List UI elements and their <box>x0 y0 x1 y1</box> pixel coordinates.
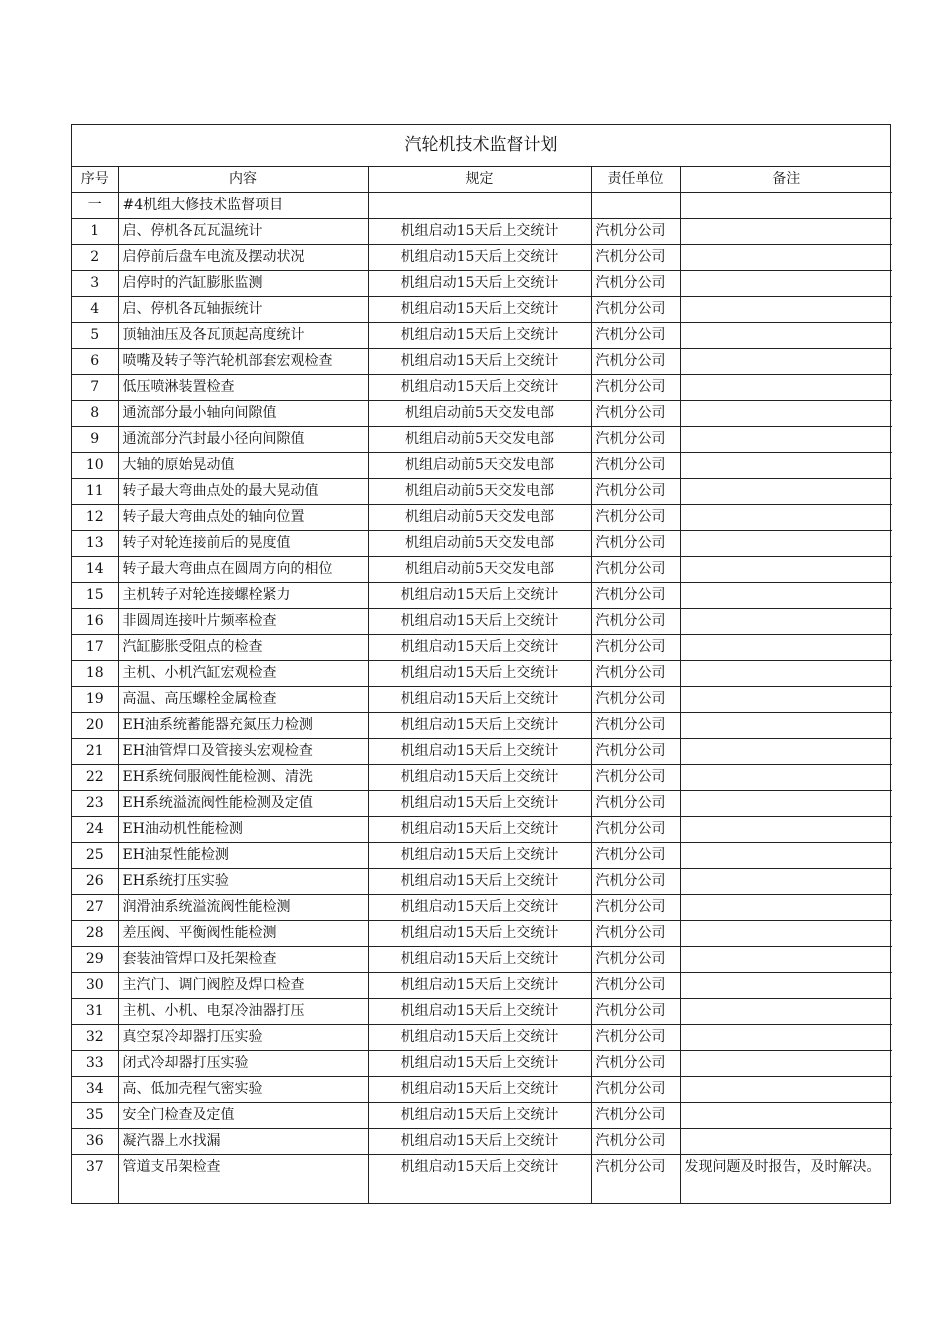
table-row <box>72 427 892 453</box>
cell-rule: 机组启动15天后上交统计 <box>368 999 591 1025</box>
cell-note <box>680 323 892 349</box>
cell-note <box>680 713 892 739</box>
cell-unit: 汽机分公司 <box>591 583 680 609</box>
cell-note <box>680 349 892 375</box>
table-row <box>72 609 892 635</box>
cell-content: 通流部分最小轴向间隙值 <box>118 401 368 427</box>
cell-rule: 机组启动15天后上交统计 <box>368 869 591 895</box>
table-row <box>72 739 892 765</box>
cell-content: 大轴的原始晃动值 <box>118 453 368 479</box>
table-row <box>72 479 892 505</box>
cell-unit: 汽机分公司 <box>591 505 680 531</box>
cell-content: 主汽门、调门阀腔及焊口检查 <box>118 973 368 999</box>
cell-content: 主机、小机汽缸宏观检查 <box>118 661 368 687</box>
cell-rule: 机组启动前5天交发电部 <box>368 401 591 427</box>
cell-note <box>680 843 892 869</box>
cell-content: 管道支吊架检查 <box>118 1155 368 1204</box>
header-note: 备注 <box>680 167 892 193</box>
table-row <box>72 1077 892 1103</box>
cell-note <box>680 1129 892 1155</box>
cell-no: 4 <box>72 297 118 323</box>
table-row <box>72 323 892 349</box>
cell-note <box>680 687 892 713</box>
cell-no: 21 <box>72 739 118 765</box>
cell-rule: 机组启动15天后上交统计 <box>368 219 591 245</box>
table-row <box>72 193 892 219</box>
cell-note <box>680 479 892 505</box>
cell-content: EH系统溢流阀性能检测及定值 <box>118 791 368 817</box>
cell-no: 7 <box>72 375 118 401</box>
cell-note <box>680 219 892 245</box>
cell-unit: 汽机分公司 <box>591 791 680 817</box>
cell-no: 3 <box>72 271 118 297</box>
table-row <box>72 765 892 791</box>
cell-no: 27 <box>72 895 118 921</box>
cell-unit: 汽机分公司 <box>591 1129 680 1155</box>
cell-content: EH油管焊口及管接头宏观检查 <box>118 739 368 765</box>
cell-no: 37 <box>72 1155 118 1204</box>
cell-content: 启停前后盘车电流及摆动状况 <box>118 245 368 271</box>
cell-unit: 汽机分公司 <box>591 245 680 271</box>
table-row <box>72 817 892 843</box>
cell-content: 通流部分汽封最小径向间隙值 <box>118 427 368 453</box>
cell-no: 1 <box>72 219 118 245</box>
cell-note <box>680 557 892 583</box>
cell-content: 低压喷淋装置检查 <box>118 375 368 401</box>
table-row <box>72 687 892 713</box>
table-row <box>72 297 892 323</box>
cell-rule: 机组启动15天后上交统计 <box>368 973 591 999</box>
cell-content: EH油系统蓄能器充氮压力检测 <box>118 713 368 739</box>
cell-unit: 汽机分公司 <box>591 271 680 297</box>
table-row <box>72 843 892 869</box>
cell-content: 非圆周连接叶片频率检查 <box>118 609 368 635</box>
table-row <box>72 453 892 479</box>
cell-unit: 汽机分公司 <box>591 479 680 505</box>
cell-content: 顶轴油压及各瓦顶起高度统计 <box>118 323 368 349</box>
cell-note <box>680 947 892 973</box>
cell-note <box>680 635 892 661</box>
cell-content: 主机转子对轮连接螺栓紧力 <box>118 583 368 609</box>
cell-rule: 机组启动前5天交发电部 <box>368 557 591 583</box>
cell-note <box>680 583 892 609</box>
cell-rule: 机组启动15天后上交统计 <box>368 765 591 791</box>
cell-rule: 机组启动15天后上交统计 <box>368 1129 591 1155</box>
cell-note <box>680 297 892 323</box>
cell-unit: 汽机分公司 <box>591 609 680 635</box>
cell-rule: 机组启动15天后上交统计 <box>368 297 591 323</box>
cell-no: 35 <box>72 1103 118 1129</box>
cell-no: 36 <box>72 1129 118 1155</box>
cell-unit: 汽机分公司 <box>591 349 680 375</box>
cell-unit: 汽机分公司 <box>591 635 680 661</box>
table-row <box>72 895 892 921</box>
cell-no: 10 <box>72 453 118 479</box>
cell-content: EH油泵性能检测 <box>118 843 368 869</box>
table-row <box>72 791 892 817</box>
table-row <box>72 271 892 297</box>
cell-rule: 机组启动前5天交发电部 <box>368 427 591 453</box>
table-row <box>72 245 892 271</box>
cell-content: 喷嘴及转子等汽轮机部套宏观检查 <box>118 349 368 375</box>
cell-no: 32 <box>72 1025 118 1051</box>
cell-content: 高、低加壳程气密实验 <box>118 1077 368 1103</box>
table-row <box>72 375 892 401</box>
cell-unit: 汽机分公司 <box>591 1077 680 1103</box>
cell-unit: 汽机分公司 <box>591 1025 680 1051</box>
header-rule: 规定 <box>368 167 591 193</box>
table-row <box>72 973 892 999</box>
cell-rule: 机组启动15天后上交统计 <box>368 947 591 973</box>
table-row <box>72 1103 892 1129</box>
cell-note <box>680 505 892 531</box>
plan-sheet <box>71 124 891 1204</box>
cell-note <box>680 453 892 479</box>
cell-content: 转子最大弯曲点在圆周方向的相位 <box>118 557 368 583</box>
cell-no: 15 <box>72 583 118 609</box>
cell-no: 17 <box>72 635 118 661</box>
cell-content: 套装油管焊口及托架检查 <box>118 947 368 973</box>
cell-rule: 机组启动15天后上交统计 <box>368 271 591 297</box>
table-row <box>72 713 892 739</box>
cell-unit: 汽机分公司 <box>591 843 680 869</box>
cell-note <box>680 1051 892 1077</box>
cell-no: 6 <box>72 349 118 375</box>
cell-note <box>680 1103 892 1129</box>
cell-unit: 汽机分公司 <box>591 401 680 427</box>
cell-note <box>680 609 892 635</box>
cell-note <box>680 1025 892 1051</box>
cell-rule: 机组启动15天后上交统计 <box>368 1051 591 1077</box>
cell-unit: 汽机分公司 <box>591 765 680 791</box>
cell-rule: 机组启动15天后上交统计 <box>368 609 591 635</box>
cell-content: 凝汽器上水找漏 <box>118 1129 368 1155</box>
cell-no: 29 <box>72 947 118 973</box>
cell-unit: 汽机分公司 <box>591 297 680 323</box>
cell-note <box>680 869 892 895</box>
cell-content: 转子对轮连接前后的晃度值 <box>118 531 368 557</box>
cell-unit: 汽机分公司 <box>591 817 680 843</box>
cell-rule: 机组启动15天后上交统计 <box>368 817 591 843</box>
cell-note <box>680 817 892 843</box>
header-unit: 责任单位 <box>591 167 680 193</box>
cell-rule: 机组启动15天后上交统计 <box>368 375 591 401</box>
cell-unit: 汽机分公司 <box>591 661 680 687</box>
cell-unit: 汽机分公司 <box>591 453 680 479</box>
cell-content: 润滑油系统溢流阀性能检测 <box>118 895 368 921</box>
cell-rule: 机组启动15天后上交统计 <box>368 1077 591 1103</box>
cell-unit: 汽机分公司 <box>591 999 680 1025</box>
table-row <box>72 947 892 973</box>
cell-rule: 机组启动前5天交发电部 <box>368 505 591 531</box>
cell-note <box>680 973 892 999</box>
cell-no: 25 <box>72 843 118 869</box>
cell-note <box>680 1077 892 1103</box>
cell-no: 9 <box>72 427 118 453</box>
cell-note <box>680 921 892 947</box>
cell-unit <box>591 193 680 219</box>
cell-no: 20 <box>72 713 118 739</box>
cell-no: 一 <box>72 193 118 219</box>
cell-unit: 汽机分公司 <box>591 1051 680 1077</box>
table-row <box>72 869 892 895</box>
cell-no: 5 <box>72 323 118 349</box>
cell-content: 真空泵冷却器打压实验 <box>118 1025 368 1051</box>
cell-no: 34 <box>72 1077 118 1103</box>
cell-rule: 机组启动15天后上交统计 <box>368 895 591 921</box>
header-row <box>72 167 892 193</box>
cell-no: 16 <box>72 609 118 635</box>
cell-content: 汽缸膨胀受阻点的检查 <box>118 635 368 661</box>
cell-rule: 机组启动15天后上交统计 <box>368 635 591 661</box>
cell-content: 安全门检查及定值 <box>118 1103 368 1129</box>
cell-no: 26 <box>72 869 118 895</box>
cell-rule: 机组启动15天后上交统计 <box>368 661 591 687</box>
cell-content: 高温、高压螺栓金属检查 <box>118 687 368 713</box>
cell-unit: 汽机分公司 <box>591 323 680 349</box>
cell-rule: 机组启动前5天交发电部 <box>368 531 591 557</box>
cell-content: 转子最大弯曲点处的轴向位置 <box>118 505 368 531</box>
cell-note <box>680 791 892 817</box>
cell-content: 转子最大弯曲点处的最大晃动值 <box>118 479 368 505</box>
cell-unit: 汽机分公司 <box>591 921 680 947</box>
table-row <box>72 635 892 661</box>
table-row <box>72 661 892 687</box>
plan-table <box>72 167 892 1203</box>
cell-rule: 机组启动15天后上交统计 <box>368 921 591 947</box>
cell-rule: 机组启动15天后上交统计 <box>368 583 591 609</box>
cell-note <box>680 765 892 791</box>
cell-rule: 机组启动15天后上交统计 <box>368 687 591 713</box>
cell-note <box>680 271 892 297</box>
cell-no: 19 <box>72 687 118 713</box>
cell-unit: 汽机分公司 <box>591 869 680 895</box>
cell-no: 22 <box>72 765 118 791</box>
table-row <box>72 531 892 557</box>
cell-no: 24 <box>72 817 118 843</box>
table-body <box>72 193 892 1204</box>
table-row <box>72 1051 892 1077</box>
cell-unit: 汽机分公司 <box>591 375 680 401</box>
header-content: 内容 <box>118 167 368 193</box>
cell-note <box>680 661 892 687</box>
cell-no: 14 <box>72 557 118 583</box>
cell-content: 启停时的汽缸膨胀监测 <box>118 271 368 297</box>
cell-unit: 汽机分公司 <box>591 687 680 713</box>
table-row <box>72 219 892 245</box>
cell-rule: 机组启动15天后上交统计 <box>368 1155 591 1204</box>
cell-content: EH油动机性能检测 <box>118 817 368 843</box>
cell-unit: 汽机分公司 <box>591 947 680 973</box>
table-row <box>72 557 892 583</box>
cell-rule: 机组启动15天后上交统计 <box>368 1103 591 1129</box>
cell-note <box>680 193 892 219</box>
cell-unit: 汽机分公司 <box>591 1103 680 1129</box>
cell-note <box>680 401 892 427</box>
cell-no: 18 <box>72 661 118 687</box>
cell-note <box>680 999 892 1025</box>
cell-rule: 机组启动15天后上交统计 <box>368 245 591 271</box>
table-row <box>72 1129 892 1155</box>
cell-note <box>680 427 892 453</box>
cell-rule: 机组启动15天后上交统计 <box>368 713 591 739</box>
table-row <box>72 505 892 531</box>
cell-unit: 汽机分公司 <box>591 713 680 739</box>
cell-no: 33 <box>72 1051 118 1077</box>
cell-content: EH系统打压实验 <box>118 869 368 895</box>
cell-note <box>680 739 892 765</box>
cell-note <box>680 375 892 401</box>
cell-rule: 机组启动15天后上交统计 <box>368 323 591 349</box>
cell-content: 主机、小机、电泵冷油器打压 <box>118 999 368 1025</box>
cell-content: 启、停机各瓦轴振统计 <box>118 297 368 323</box>
cell-no: 28 <box>72 921 118 947</box>
cell-content: 差压阀、平衡阀性能检测 <box>118 921 368 947</box>
cell-no: 31 <box>72 999 118 1025</box>
cell-rule: 机组启动15天后上交统计 <box>368 1025 591 1051</box>
cell-unit: 汽机分公司 <box>591 557 680 583</box>
cell-rule: 机组启动15天后上交统计 <box>368 843 591 869</box>
cell-rule: 机组启动15天后上交统计 <box>368 349 591 375</box>
cell-no: 13 <box>72 531 118 557</box>
cell-unit: 汽机分公司 <box>591 895 680 921</box>
cell-unit: 汽机分公司 <box>591 531 680 557</box>
cell-no: 30 <box>72 973 118 999</box>
table-row <box>72 1025 892 1051</box>
cell-rule: 机组启动15天后上交统计 <box>368 739 591 765</box>
cell-content: 启、停机各瓦瓦温统计 <box>118 219 368 245</box>
table-row <box>72 583 892 609</box>
cell-content: #4机组大修技术监督项目 <box>118 193 368 219</box>
cell-no: 2 <box>72 245 118 271</box>
cell-note <box>680 895 892 921</box>
table-row <box>72 401 892 427</box>
table-row <box>72 921 892 947</box>
cell-note <box>680 531 892 557</box>
cell-no: 12 <box>72 505 118 531</box>
cell-unit: 汽机分公司 <box>591 739 680 765</box>
page-title: 汽轮机技术监督计划 <box>72 125 890 167</box>
cell-content: 闭式冷却器打压实验 <box>118 1051 368 1077</box>
cell-rule: 机组启动15天后上交统计 <box>368 791 591 817</box>
cell-rule: 机组启动前5天交发电部 <box>368 479 591 505</box>
cell-rule: 机组启动前5天交发电部 <box>368 453 591 479</box>
cell-no: 11 <box>72 479 118 505</box>
table-row <box>72 999 892 1025</box>
table-row <box>72 349 892 375</box>
cell-note: 发现问题及时报告，及时解决。 <box>680 1155 892 1204</box>
cell-content: EH系统伺服阀性能检测、清洗 <box>118 765 368 791</box>
table-row <box>72 1155 892 1204</box>
cell-no: 8 <box>72 401 118 427</box>
cell-note <box>680 245 892 271</box>
header-no: 序号 <box>72 167 118 193</box>
cell-unit: 汽机分公司 <box>591 973 680 999</box>
cell-unit: 汽机分公司 <box>591 219 680 245</box>
cell-no: 23 <box>72 791 118 817</box>
cell-rule <box>368 193 591 219</box>
cell-unit: 汽机分公司 <box>591 1155 680 1204</box>
cell-unit: 汽机分公司 <box>591 427 680 453</box>
